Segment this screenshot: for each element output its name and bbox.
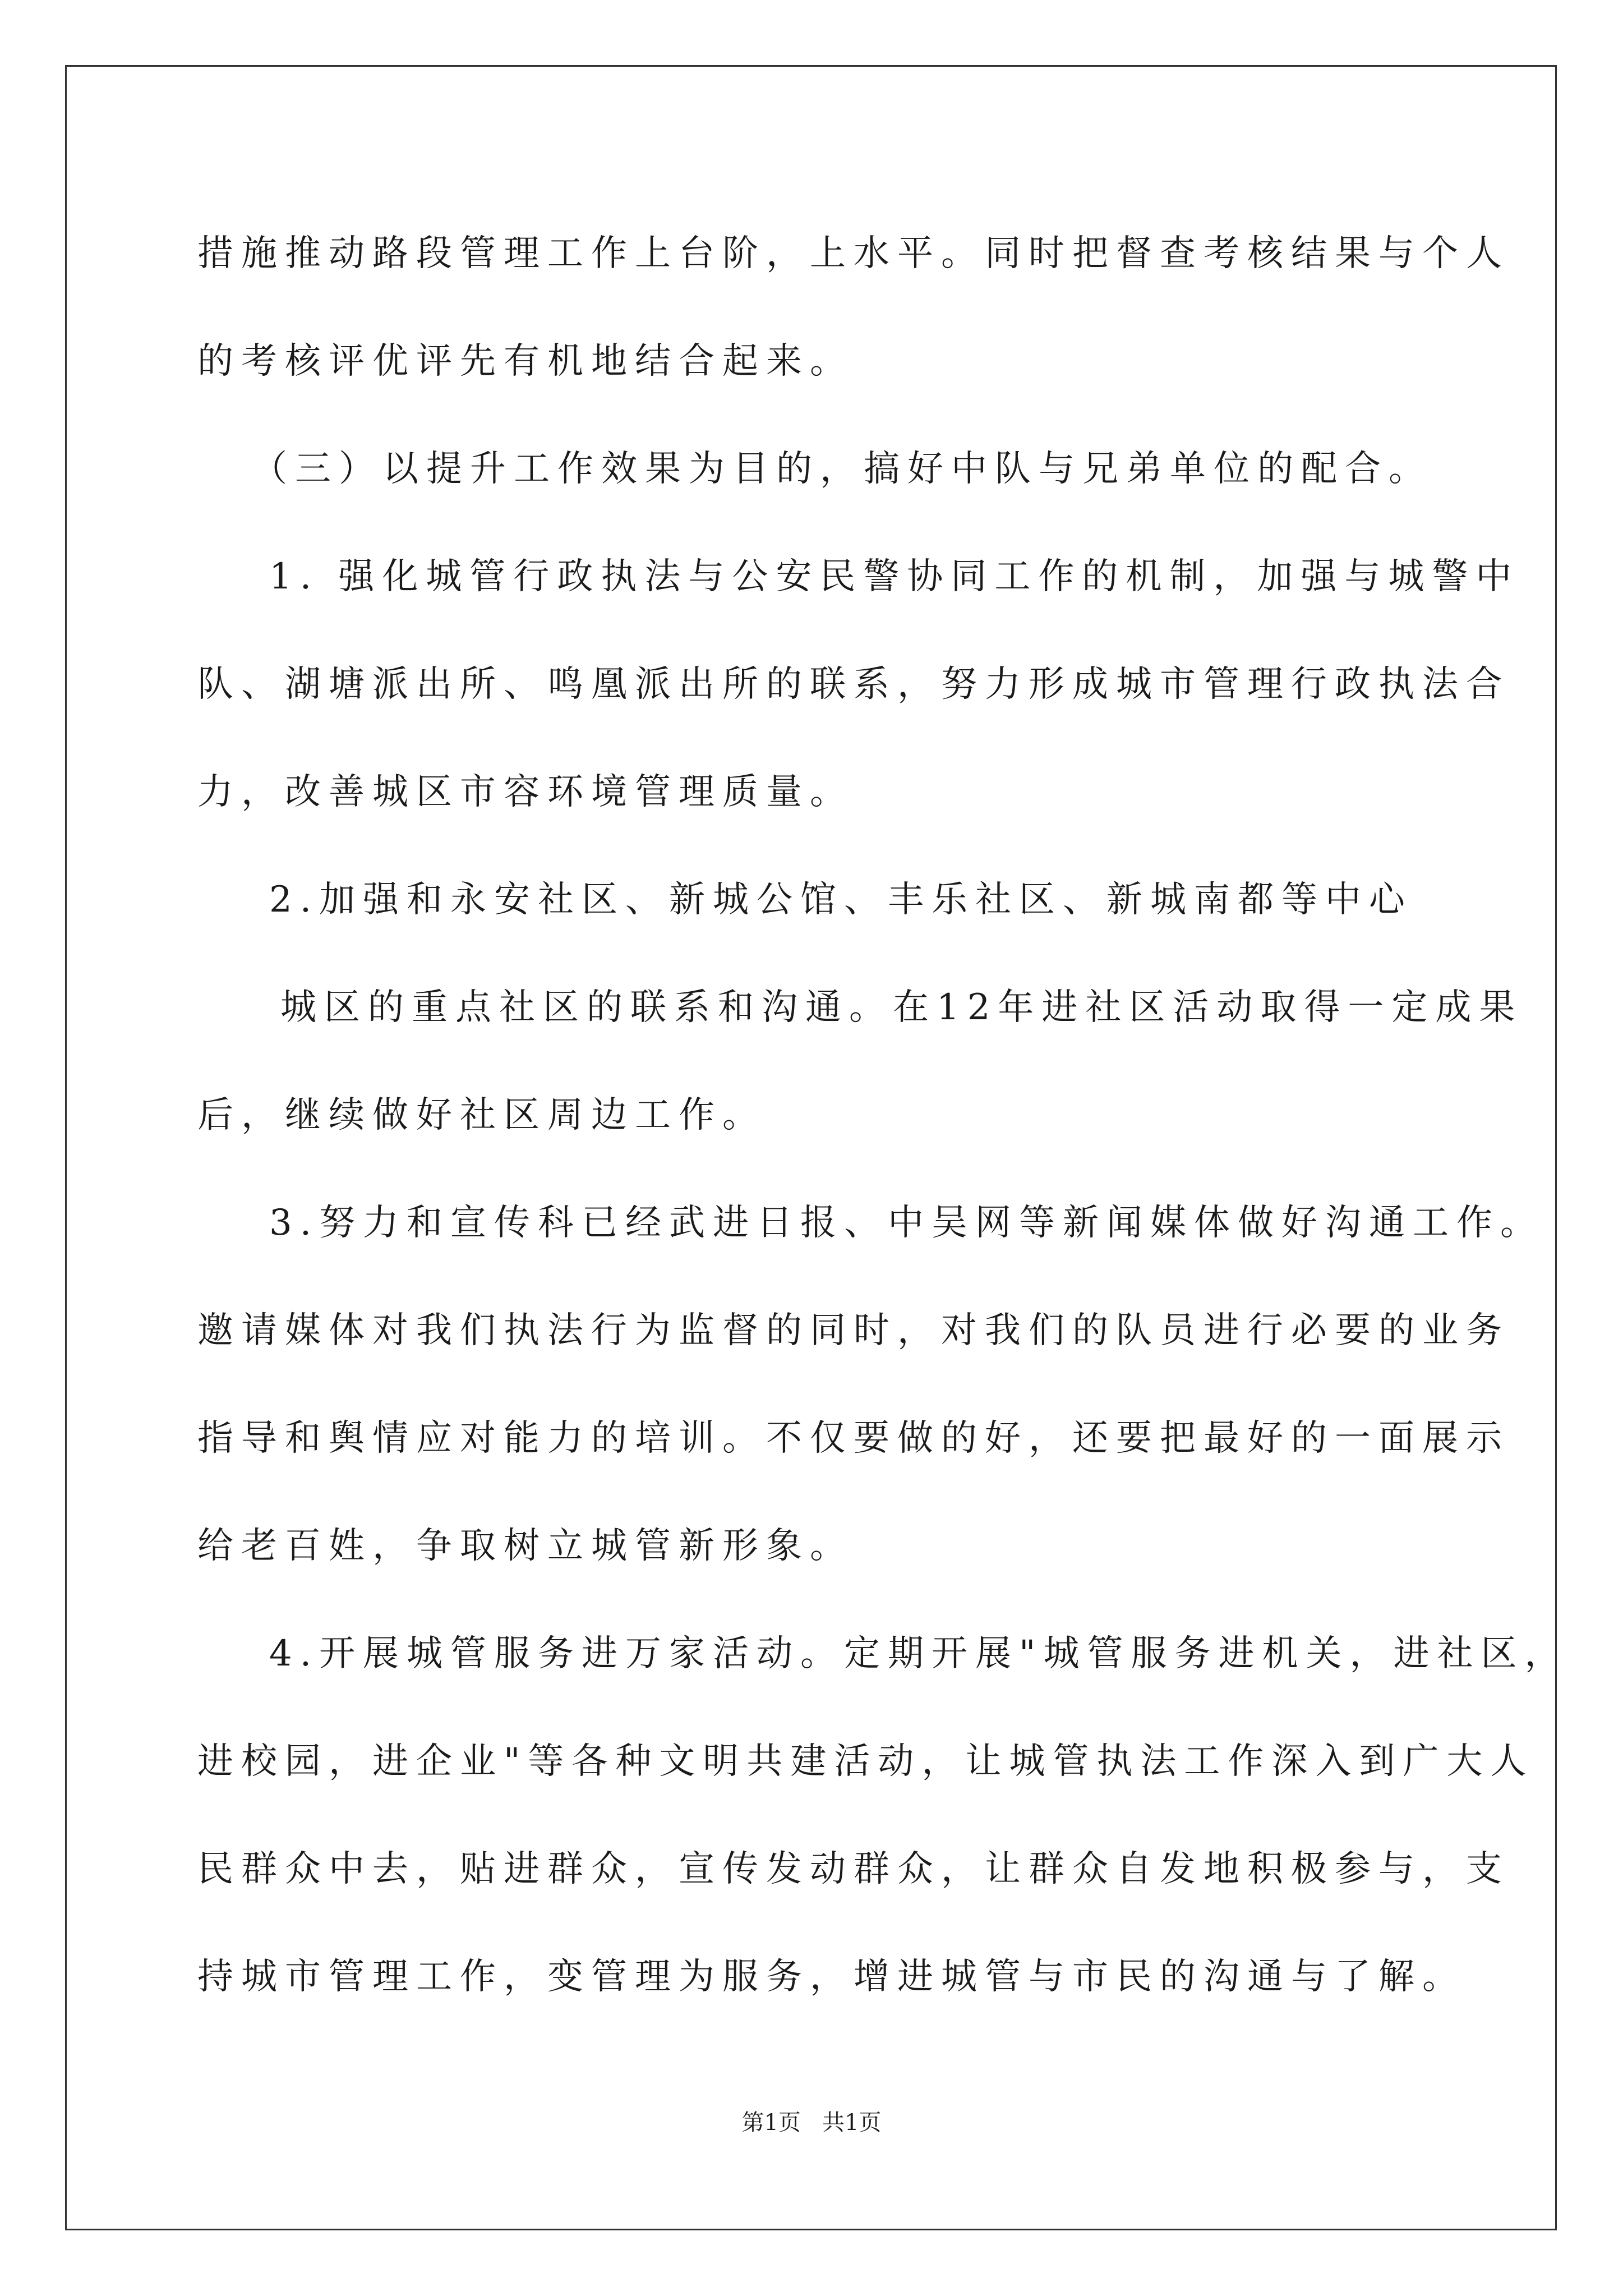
text-line: 2.加强和永安社区、新城公馆、丰乐社区、新城南都等中心 (269, 879, 1413, 921)
section-heading: （三）以提升工作效果为目的，搞好中队与兄弟单位的配合。 (251, 448, 1432, 490)
text-line: 1. 强化城管行政执法与公安民警协同工作的机制，加强与城警中 (269, 556, 1520, 597)
text-line: 持城市管理工作，变管理为服务，增进城管与市民的沟通与了解。 (197, 1956, 1466, 1998)
text-line: 的考核评优评先有机地结合起来。 (197, 341, 854, 382)
text-line: 力，改善城区市容环境管理质量。 (197, 771, 854, 813)
text-line: 给老百姓，争取树立城管新形象。 (197, 1525, 854, 1567)
page-border (65, 65, 1557, 2230)
text-line: 民群众中去，贴进群众，宣传发动群众，让群众自发地积极参与，支 (197, 1848, 1510, 1890)
text-line: 3.努力和宣传科已经武进日报、中吴网等新闻媒体做好沟通工作。 (269, 1202, 1544, 1244)
text-line: 城区的重点社区的联系和沟通。在12年进社区活动取得一定成果 (280, 987, 1523, 1028)
text-line: 措施推动路段管理工作上台阶，上水平。同时把督查考核结果与个人 (197, 233, 1510, 274)
text-line: 队、湖塘派出所、鸣凰派出所的联系，努力形成城市管理行政执法合 (197, 664, 1510, 705)
text-line: 进校园，进企业"等各种文明共建活动，让城管执法工作深入到广大人 (197, 1741, 1534, 1782)
text-line: 4.开展城管服务进万家活动。定期开展"城管服务进机关，进社区， (269, 1633, 1569, 1674)
text-line: 后，继续做好社区周边工作。 (197, 1094, 766, 1136)
text-line: 指导和舆情应对能力的培训。不仅要做的好，还要把最好的一面展示 (197, 1418, 1510, 1459)
page-footer: 第1页 共1页 (741, 2110, 882, 2136)
text-line: 邀请媒体对我们执法行为监督的同时，对我们的队员进行必要的业务 (197, 1310, 1510, 1351)
